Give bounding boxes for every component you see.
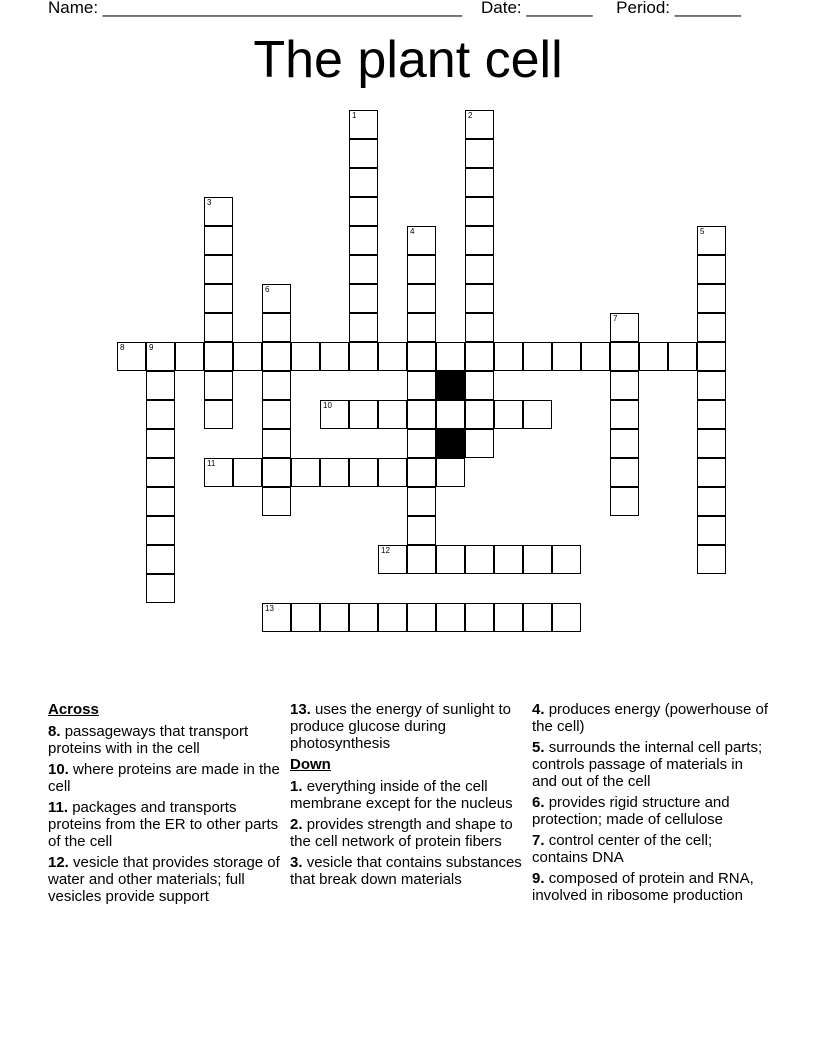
clue-number: 3 xyxy=(207,198,212,207)
grid-cell[interactable] xyxy=(146,545,175,574)
clue-number: 4 xyxy=(410,227,415,236)
clue-number: 8 xyxy=(120,343,125,352)
grid-cell[interactable] xyxy=(291,458,320,487)
grid-cell[interactable] xyxy=(610,487,639,516)
grid-cell[interactable] xyxy=(146,400,175,429)
grid-cell[interactable] xyxy=(349,197,378,226)
grid-cell[interactable] xyxy=(262,429,291,458)
grid-cell[interactable] xyxy=(407,371,436,400)
grid-cell[interactable] xyxy=(204,226,233,255)
grid-cell[interactable] xyxy=(697,516,726,545)
grid-cell[interactable] xyxy=(117,342,146,371)
grid-cell[interactable] xyxy=(349,139,378,168)
grid-cell[interactable] xyxy=(523,342,552,371)
grid-cell[interactable] xyxy=(204,313,233,342)
grid-cell[interactable] xyxy=(697,545,726,574)
grid-block xyxy=(436,429,465,458)
grid-cell[interactable] xyxy=(436,458,465,487)
grid-cell[interactable] xyxy=(233,342,262,371)
grid-cell[interactable] xyxy=(233,458,262,487)
grid-cell[interactable] xyxy=(262,458,291,487)
clue-across-10: 10. where proteins are made in the cell xyxy=(48,761,280,795)
period-field-label[interactable]: Period: _______ xyxy=(616,0,741,17)
clue-down-5: 5. surrounds the internal cell parts; controls passage of materials in and out of the cell xyxy=(532,739,763,790)
grid-cell[interactable] xyxy=(204,371,233,400)
grid-cell[interactable] xyxy=(204,255,233,284)
grid-cell[interactable] xyxy=(378,458,407,487)
grid-cell[interactable] xyxy=(320,458,349,487)
clue-number: 13 xyxy=(265,604,274,613)
grid-cell[interactable] xyxy=(465,313,494,342)
grid-cell[interactable] xyxy=(697,284,726,313)
grid-cell[interactable] xyxy=(465,284,494,313)
grid-cell[interactable] xyxy=(349,226,378,255)
grid-cell[interactable] xyxy=(697,371,726,400)
grid-cell[interactable] xyxy=(262,400,291,429)
grid-cell[interactable] xyxy=(465,197,494,226)
clue-column-1 xyxy=(48,701,283,909)
grid-cell[interactable] xyxy=(349,313,378,342)
grid-cell[interactable] xyxy=(407,400,436,429)
grid-cell[interactable] xyxy=(291,603,320,632)
grid-cell[interactable] xyxy=(204,400,233,429)
grid-cell[interactable] xyxy=(146,487,175,516)
grid-cell[interactable] xyxy=(378,400,407,429)
grid-cell[interactable] xyxy=(204,458,233,487)
clue-number: 12 xyxy=(381,546,390,555)
clue-down-4: 4. produces energy (powerhouse of the cell) xyxy=(532,701,768,735)
grid-cell[interactable] xyxy=(465,603,494,632)
clue-down-1: 1. everything inside of the cell membrane except for the nucleus xyxy=(290,778,513,812)
grid-cell[interactable] xyxy=(610,313,639,342)
grid-cell[interactable] xyxy=(465,110,494,139)
grid-cell[interactable] xyxy=(610,342,639,371)
grid-cell[interactable] xyxy=(407,458,436,487)
grid-cell[interactable] xyxy=(349,255,378,284)
grid-cell[interactable] xyxy=(378,342,407,371)
grid-cell[interactable] xyxy=(407,342,436,371)
grid-cell[interactable] xyxy=(146,429,175,458)
grid-cell[interactable] xyxy=(349,458,378,487)
clue-down-3: 3. vesicle that contains substances that break down materials xyxy=(290,854,522,888)
grid-cell[interactable] xyxy=(465,400,494,429)
grid-cell[interactable] xyxy=(262,342,291,371)
clue-down-9: 9. composed of protein and RNA, involved in ribosome production xyxy=(532,870,754,904)
grid-cell[interactable] xyxy=(204,284,233,313)
grid-cell[interactable] xyxy=(610,371,639,400)
grid-cell[interactable] xyxy=(407,284,436,313)
grid-cell[interactable] xyxy=(697,342,726,371)
grid-cell[interactable] xyxy=(407,313,436,342)
grid-cell[interactable] xyxy=(523,603,552,632)
grid-cell[interactable] xyxy=(523,545,552,574)
grid-cell[interactable] xyxy=(146,371,175,400)
grid-cell[interactable] xyxy=(697,400,726,429)
grid-cell[interactable] xyxy=(465,226,494,255)
grid-cell[interactable] xyxy=(581,342,610,371)
grid-cell[interactable] xyxy=(320,603,349,632)
clue-column-3 xyxy=(532,701,772,908)
grid-cell[interactable] xyxy=(436,603,465,632)
grid-cell[interactable] xyxy=(262,603,291,632)
grid-cell[interactable] xyxy=(465,429,494,458)
grid-cell[interactable] xyxy=(697,255,726,284)
grid-cell[interactable] xyxy=(262,313,291,342)
grid-cell[interactable] xyxy=(465,255,494,284)
grid-cell[interactable] xyxy=(204,342,233,371)
clue-column-2 xyxy=(290,701,525,892)
grid-cell[interactable] xyxy=(349,603,378,632)
grid-cell[interactable] xyxy=(407,429,436,458)
grid-cell[interactable] xyxy=(494,603,523,632)
name-field-label[interactable]: Name: ______________________________________ xyxy=(48,0,463,17)
grid-cell[interactable] xyxy=(610,458,639,487)
grid-block xyxy=(436,371,465,400)
grid-cell[interactable] xyxy=(494,342,523,371)
grid-cell[interactable] xyxy=(465,342,494,371)
grid-cell[interactable] xyxy=(349,342,378,371)
grid-cell[interactable] xyxy=(552,545,581,574)
grid-cell[interactable] xyxy=(407,226,436,255)
grid-cell[interactable] xyxy=(262,284,291,313)
date-field-label[interactable]: Date: _______ xyxy=(480,0,593,17)
grid-cell[interactable] xyxy=(320,400,349,429)
grid-cell[interactable] xyxy=(610,429,639,458)
clue-across-13: 13. uses the energy of sunlight to produce glucose during photosynthesis xyxy=(290,701,511,752)
clue-number: 5 xyxy=(700,227,705,236)
clue-across-8: 8. passageways that transport proteins with in the cell xyxy=(48,723,249,757)
page-title: The plant cell xyxy=(253,31,563,89)
grid-cell[interactable] xyxy=(320,342,349,371)
clue-number: 11 xyxy=(207,459,216,468)
down-heading: Down xyxy=(290,756,331,773)
grid-cell[interactable] xyxy=(465,168,494,197)
grid-cell[interactable] xyxy=(552,342,581,371)
grid-cell[interactable] xyxy=(349,400,378,429)
grid-cell[interactable] xyxy=(349,168,378,197)
clue-number: 2 xyxy=(468,111,473,120)
grid-cell[interactable] xyxy=(349,110,378,139)
grid-cell[interactable] xyxy=(146,458,175,487)
grid-cell[interactable] xyxy=(465,545,494,574)
clue-down-7: 7. control center of the cell; contains DNA xyxy=(532,832,713,866)
grid-cell[interactable] xyxy=(146,574,175,603)
grid-cell[interactable] xyxy=(436,545,465,574)
grid-cell[interactable] xyxy=(407,603,436,632)
clue-number: 6 xyxy=(265,285,270,294)
grid-cell[interactable] xyxy=(175,342,204,371)
grid-cell[interactable] xyxy=(436,400,465,429)
clue-across-11: 11. packages and transports proteins from the ER to other parts of the cell xyxy=(48,799,279,850)
clue-number: 1 xyxy=(352,111,357,120)
clue-number: 9 xyxy=(149,343,154,352)
grid-cell[interactable] xyxy=(697,458,726,487)
grid-cell[interactable] xyxy=(378,603,407,632)
clue-number: 10 xyxy=(323,401,332,410)
grid-cell[interactable] xyxy=(552,603,581,632)
grid-cell[interactable] xyxy=(407,516,436,545)
grid-cell[interactable] xyxy=(668,342,697,371)
clue-across-12: 12. vesicle that provides storage of water and other materials; full vesicles provide support xyxy=(48,854,280,905)
grid-cell[interactable] xyxy=(697,487,726,516)
grid-cell[interactable] xyxy=(262,371,291,400)
grid-cell[interactable] xyxy=(697,226,726,255)
across-heading: Across xyxy=(48,701,99,718)
grid-cell[interactable] xyxy=(465,371,494,400)
grid-cell[interactable] xyxy=(494,400,523,429)
clue-down-6: 6. provides rigid structure and protection; made of cellulose xyxy=(532,794,730,828)
clue-number: 7 xyxy=(613,314,618,323)
grid-cell[interactable] xyxy=(697,313,726,342)
grid-cell[interactable] xyxy=(378,545,407,574)
grid-cell[interactable] xyxy=(465,139,494,168)
grid-cell[interactable] xyxy=(610,400,639,429)
grid-cell[interactable] xyxy=(523,400,552,429)
grid-cell[interactable] xyxy=(204,197,233,226)
clue-down-2: 2. provides strength and shape to the cell network of protein fibers xyxy=(290,816,513,850)
grid-cell[interactable] xyxy=(407,255,436,284)
grid-cell[interactable] xyxy=(349,284,378,313)
grid-cell[interactable] xyxy=(697,429,726,458)
grid-cell[interactable] xyxy=(436,342,465,371)
grid-cell[interactable] xyxy=(407,487,436,516)
grid-cell[interactable] xyxy=(146,342,175,371)
grid-cell[interactable] xyxy=(639,342,668,371)
grid-cell[interactable] xyxy=(146,516,175,545)
grid-cell[interactable] xyxy=(494,545,523,574)
grid-cell[interactable] xyxy=(407,545,436,574)
grid-cell[interactable] xyxy=(291,342,320,371)
grid-cell[interactable] xyxy=(262,487,291,516)
